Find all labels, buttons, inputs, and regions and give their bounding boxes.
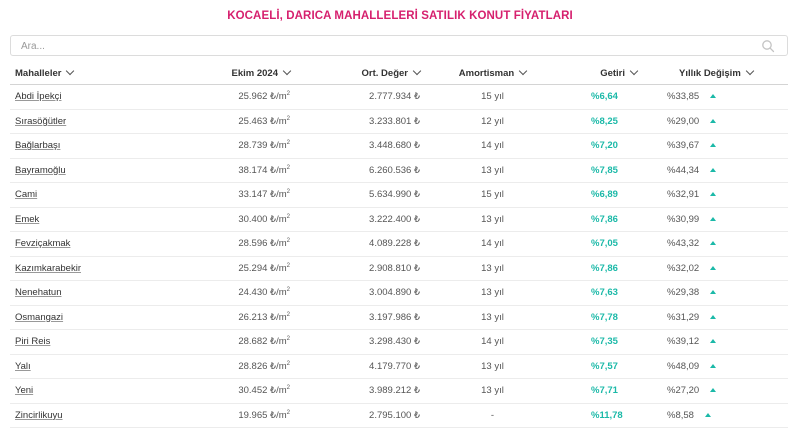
unit-superscript: 2 (286, 238, 290, 245)
price-m2-cell (150, 403, 300, 428)
avg-value-cell: 2.795.100 ₺ (300, 403, 430, 428)
avg-value-cell: 2.777.934 ₺ (300, 85, 430, 110)
price-m2-cell (150, 354, 300, 379)
avg-value-cell: 5.634.990 ₺ (300, 183, 430, 208)
column-header-label: Getiri (600, 67, 625, 79)
price-m2-cell (150, 134, 300, 159)
unit-label: ₺/m (270, 385, 287, 397)
table-row (10, 403, 788, 428)
unit-superscript: 2 (286, 385, 290, 392)
avg-value-cell: 4.089.228 ₺ (300, 232, 430, 257)
neighborhood-link[interactable]: Kazımkarabekir (15, 262, 81, 274)
yield-cell: %7,86 (555, 256, 655, 281)
neighborhood-link[interactable]: Yeni (15, 385, 34, 397)
column-header-ekim-2024[interactable] (150, 62, 300, 85)
annual-change-value: %8,58 (667, 409, 694, 421)
price-m2-value: 24.430 (238, 287, 268, 299)
column-header-ort-deger[interactable] (300, 62, 430, 85)
annual-change-value: %39,12 (667, 336, 700, 348)
amortization-cell: 13 yıl (430, 281, 555, 306)
table-row (10, 330, 788, 355)
yield-cell: %7,57 (555, 354, 655, 379)
annual-change-cell (655, 183, 788, 208)
unit-superscript: 2 (286, 409, 290, 416)
neighborhood-link[interactable]: Abdi İpekçi (15, 91, 62, 103)
table-row (10, 183, 788, 208)
search-box[interactable] (10, 35, 788, 56)
price-m2-value: 28.739 (238, 140, 268, 152)
arrow-up-icon (705, 413, 711, 417)
table-row (10, 281, 788, 306)
column-header-label: Ekim 2024 (231, 67, 278, 79)
annual-change-value: %48,09 (667, 360, 700, 372)
price-m2-cell (150, 207, 300, 232)
avg-value-cell: 6.260.536 ₺ (300, 158, 430, 183)
arrow-up-icon (710, 290, 716, 294)
avg-value-cell: 3.197.986 ₺ (300, 305, 430, 330)
price-m2-value: 25.294 (238, 262, 268, 274)
price-m2-value: 30.400 (238, 213, 268, 225)
neighborhood-link[interactable]: Emek (15, 213, 40, 225)
yield-cell: %11,78 (555, 403, 655, 428)
price-m2-value: 28.596 (238, 238, 268, 250)
unit-label: ₺/m (270, 213, 287, 225)
annual-change-value: %30,99 (667, 213, 700, 225)
neighborhood-cell (10, 207, 150, 232)
neighborhood-cell (10, 330, 150, 355)
chevron-down-icon (746, 66, 754, 74)
unit-superscript: 2 (286, 140, 290, 147)
avg-value-cell: 3.004.890 ₺ (300, 281, 430, 306)
price-m2-value: 28.826 (238, 360, 268, 372)
amortization-cell: 13 yıl (430, 379, 555, 404)
amortization-cell: 14 yıl (430, 330, 555, 355)
prices-table (10, 62, 788, 428)
table-row (10, 109, 788, 134)
unit-label: ₺/m (270, 164, 287, 176)
annual-change-cell (655, 403, 788, 428)
amortization-cell: 15 yıl (430, 183, 555, 208)
unit-label: ₺/m (270, 115, 287, 127)
table-row (10, 158, 788, 183)
unit-superscript: 2 (286, 189, 290, 196)
price-m2-cell (150, 158, 300, 183)
amortization-cell: 13 yıl (430, 256, 555, 281)
chevron-down-icon (283, 66, 291, 74)
table-row (10, 305, 788, 330)
avg-value-cell: 3.298.430 ₺ (300, 330, 430, 355)
neighborhood-cell (10, 183, 150, 208)
unit-superscript: 2 (286, 164, 290, 171)
table-row (10, 85, 788, 110)
arrow-up-icon (710, 192, 716, 196)
price-m2-value: 28.682 (238, 336, 268, 348)
annual-change-cell (655, 305, 788, 330)
neighborhood-cell (10, 85, 150, 110)
annual-change-cell (655, 379, 788, 404)
column-header-yillik-degisim[interactable] (655, 62, 788, 85)
annual-change-cell (655, 330, 788, 355)
neighborhood-link[interactable]: Piri Reis (15, 336, 51, 348)
annual-change-value: %32,91 (667, 189, 700, 201)
avg-value-cell: 3.448.680 ₺ (300, 134, 430, 159)
unit-label: ₺/m (270, 91, 287, 103)
table-row (10, 256, 788, 281)
arrow-up-icon (710, 266, 716, 270)
annual-change-value: %33,85 (667, 91, 700, 103)
neighborhood-link[interactable]: Fevziçakmak (15, 238, 71, 250)
arrow-up-icon (710, 315, 716, 319)
yield-cell: %6,64 (555, 85, 655, 110)
unit-superscript: 2 (286, 287, 290, 294)
annual-change-value: %32,02 (667, 262, 700, 274)
annual-change-value: %39,67 (667, 140, 700, 152)
neighborhood-link[interactable]: Bayramoğlu (15, 164, 66, 176)
annual-change-cell (655, 109, 788, 134)
annual-change-cell (655, 232, 788, 257)
unit-label: ₺/m (270, 360, 287, 372)
annual-change-value: %44,34 (667, 164, 700, 176)
table-row (10, 134, 788, 159)
annual-change-cell (655, 158, 788, 183)
yield-cell: %7,78 (555, 305, 655, 330)
neighborhood-link[interactable]: Yalı (15, 360, 31, 372)
neighborhood-cell (10, 134, 150, 159)
yield-cell: %6,89 (555, 183, 655, 208)
price-m2-value: 25.463 (238, 115, 268, 127)
neighborhood-link[interactable]: Bağlarbaşı (15, 140, 61, 152)
unit-label: ₺/m (270, 409, 287, 421)
amortization-cell: 13 yıl (430, 354, 555, 379)
price-m2-cell (150, 109, 300, 134)
yield-cell: %7,20 (555, 134, 655, 159)
unit-superscript: 2 (286, 311, 290, 318)
unit-label: ₺/m (270, 262, 287, 274)
neighborhood-cell (10, 403, 150, 428)
arrow-up-icon (710, 119, 716, 123)
neighborhood-link[interactable]: Sırasöğütler (15, 115, 67, 127)
column-header-getiri[interactable] (555, 62, 655, 85)
unit-superscript: 2 (286, 213, 290, 220)
arrow-up-icon (710, 168, 716, 172)
table-row (10, 379, 788, 404)
neighborhood-link[interactable]: Cami (15, 189, 38, 201)
unit-superscript: 2 (286, 336, 290, 343)
price-m2-value: 26.213 (238, 311, 268, 323)
neighborhood-link[interactable]: Nenehatun (15, 287, 62, 299)
table-row (10, 207, 788, 232)
unit-label: ₺/m (270, 238, 287, 250)
unit-superscript: 2 (286, 360, 290, 367)
amortization-cell: 14 yıl (430, 134, 555, 159)
unit-label: ₺/m (270, 189, 287, 201)
column-header-label: Mahalleler (15, 67, 62, 79)
price-m2-value: 30.452 (238, 385, 268, 397)
amortization-cell: 15 yıl (430, 85, 555, 110)
unit-superscript: 2 (286, 115, 290, 122)
neighborhood-cell (10, 109, 150, 134)
price-m2-cell (150, 85, 300, 110)
column-header-label: Amortisman (458, 67, 515, 79)
price-m2-cell (150, 305, 300, 330)
page-title: KOCAELİ, DARICA MAHALLELERİ SATILIK KONUT FİYATLARI (227, 10, 573, 22)
chevron-down-icon (66, 66, 74, 74)
chevron-down-icon (519, 66, 527, 74)
avg-value-cell: 2.908.810 ₺ (300, 256, 430, 281)
arrow-up-icon (710, 143, 716, 147)
amortization-cell: 13 yıl (430, 207, 555, 232)
yield-cell: %7,63 (555, 281, 655, 306)
avg-value-cell: 3.233.801 ₺ (300, 109, 430, 134)
price-m2-value: 38.174 (238, 164, 268, 176)
price-m2-cell (150, 379, 300, 404)
table-row (10, 232, 788, 257)
price-m2-cell (150, 256, 300, 281)
amortization-cell: 13 yıl (430, 158, 555, 183)
column-header-label: Yıllık Değişim (679, 67, 741, 79)
annual-change-value: %27,20 (667, 385, 700, 397)
neighborhood-cell (10, 281, 150, 306)
price-m2-value: 25.962 (238, 91, 268, 103)
amortization-cell: 12 yıl (430, 109, 555, 134)
annual-change-cell (655, 134, 788, 159)
search-input[interactable] (19, 38, 743, 55)
yield-cell: %7,35 (555, 330, 655, 355)
yield-cell: %7,71 (555, 379, 655, 404)
amortization-cell: 14 yıl (430, 232, 555, 257)
price-m2-cell (150, 183, 300, 208)
arrow-up-icon (710, 94, 716, 98)
annual-change-cell (655, 85, 788, 110)
price-m2-cell (150, 232, 300, 257)
annual-change-cell (655, 256, 788, 281)
annual-change-cell (655, 207, 788, 232)
neighborhood-cell (10, 379, 150, 404)
amortization-cell: 13 yıl (430, 305, 555, 330)
table-row (10, 354, 788, 379)
yield-cell: %7,86 (555, 207, 655, 232)
arrow-up-icon (710, 241, 716, 245)
unit-label: ₺/m (270, 140, 287, 152)
neighborhood-link[interactable]: Zincirlikuyu (15, 409, 63, 421)
column-header-mahalleler[interactable] (10, 62, 150, 85)
column-header-label: Ort. Değer (361, 67, 408, 79)
yield-cell: %7,05 (555, 232, 655, 257)
annual-change-value: %43,32 (667, 238, 700, 250)
chevron-down-icon (630, 66, 638, 74)
avg-value-cell: 3.989.212 ₺ (300, 379, 430, 404)
arrow-up-icon (710, 339, 716, 343)
annual-change-value: %29,00 (667, 115, 700, 127)
neighborhood-link[interactable]: Osmangazi (15, 311, 64, 323)
unit-label: ₺/m (270, 311, 287, 323)
search-icon[interactable] (761, 39, 775, 53)
arrow-up-icon (710, 388, 716, 392)
neighborhood-cell (10, 354, 150, 379)
chevron-down-icon (413, 66, 421, 74)
avg-value-cell: 4.179.770 ₺ (300, 354, 430, 379)
yield-cell: %7,85 (555, 158, 655, 183)
neighborhood-cell (10, 158, 150, 183)
price-m2-value: 19.965 (238, 409, 268, 421)
annual-change-cell (655, 281, 788, 306)
yield-cell: %8,25 (555, 109, 655, 134)
annual-change-value: %31,29 (667, 311, 700, 323)
amortization-cell: - (430, 403, 555, 428)
arrow-up-icon (710, 364, 716, 368)
arrow-up-icon (710, 217, 716, 221)
unit-superscript: 2 (286, 91, 290, 98)
annual-change-cell (655, 354, 788, 379)
neighborhood-cell (10, 232, 150, 257)
neighborhood-cell (10, 256, 150, 281)
table-header-row (10, 62, 788, 85)
unit-label: ₺/m (270, 287, 287, 299)
unit-superscript: 2 (286, 262, 290, 269)
price-m2-cell (150, 281, 300, 306)
column-header-amortisman[interactable] (430, 62, 555, 85)
neighborhood-cell (10, 305, 150, 330)
avg-value-cell: 3.222.400 ₺ (300, 207, 430, 232)
price-m2-cell (150, 330, 300, 355)
unit-label: ₺/m (270, 336, 287, 348)
price-m2-value: 33.147 (238, 189, 268, 201)
annual-change-value: %29,38 (667, 287, 700, 299)
